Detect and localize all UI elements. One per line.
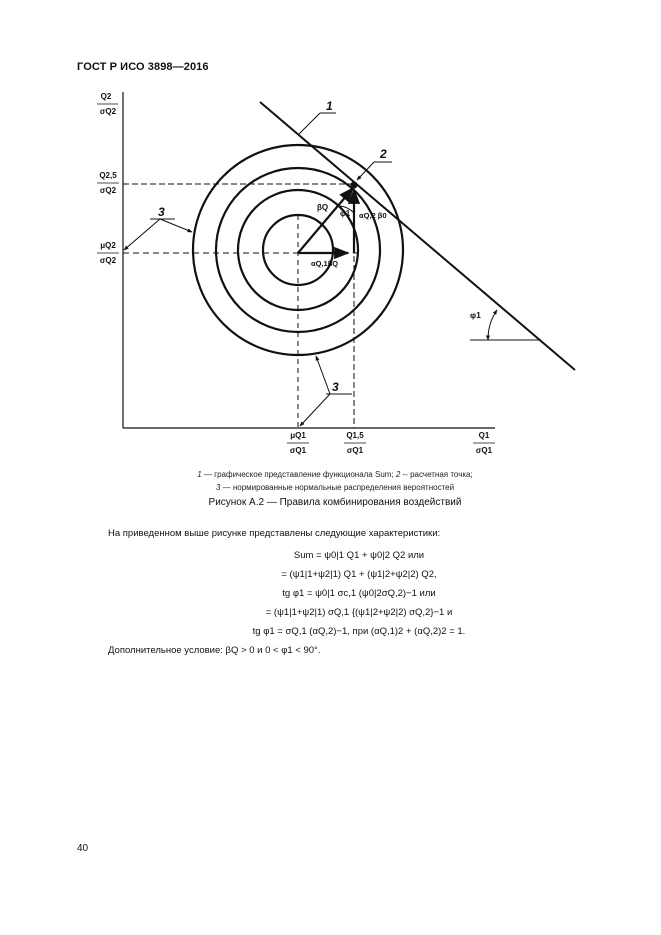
label-alpha-q1: αQ,1βQ	[311, 259, 339, 268]
svg-text:μQ2: μQ2	[100, 241, 116, 250]
legend-number-3: 3	[215, 483, 221, 492]
callout-3a-number: 3	[158, 205, 165, 219]
design-point	[351, 182, 358, 189]
x-axis-label-q15	[344, 431, 366, 455]
formula-line-1: Sum = ψ0|1 Q1 + ψ0|2 Q2 или	[293, 550, 425, 561]
callout-1-leader	[299, 113, 320, 134]
page-number: 40	[77, 843, 89, 854]
x-axis-label-end	[473, 431, 495, 455]
label-phi1-outer: φ1	[470, 310, 481, 320]
legend-text-1: — графическое представление функционала Sum;	[201, 470, 396, 479]
svg-text:σQ1: σQ1	[289, 446, 307, 455]
formula-block	[200, 546, 518, 641]
formula-line-2: = (ψ1|1+ψ2|1) Q1 + (ψ1|2+ψ2|2) Q2,	[281, 569, 437, 580]
legend-number-2: 2	[395, 470, 401, 479]
legend-number-1: 1	[197, 470, 202, 479]
legend-line-2	[80, 481, 590, 495]
y-axis-label-top	[97, 92, 118, 116]
callout-3b-leader-up	[316, 356, 330, 394]
callout-3b-leader-down	[300, 394, 330, 426]
legend-line-1	[80, 468, 590, 482]
svg-text:μQ1: μQ1	[290, 431, 306, 440]
svg-text:σQ1: σQ1	[475, 446, 493, 455]
svg-text:Q1,5: Q1,5	[346, 431, 364, 440]
functional-line	[260, 102, 575, 370]
callout-3a-leader-left	[124, 219, 160, 250]
legend-text-2: -- расчетная точка;	[400, 470, 473, 479]
callout-2-number: 2	[380, 147, 387, 161]
svg-text:σQ1: σQ1	[346, 446, 364, 455]
callout-3a-leader-right	[160, 219, 192, 232]
y-axis-label-q25	[97, 171, 119, 195]
y-axis-label-mu	[97, 241, 119, 265]
formula-line-3: tg φ1 = ψ0|1 σc,1 (ψ0|2σQ,2)−1 или	[282, 588, 436, 599]
callout-3b-number: 3	[332, 380, 339, 394]
svg-text:σQ2: σQ2	[99, 107, 117, 116]
label-alpha-q2: αQ,2 β0	[359, 211, 387, 220]
svg-text:Q1: Q1	[478, 431, 490, 440]
svg-text:Q2: Q2	[100, 92, 112, 101]
svg-text:σQ2: σQ2	[99, 256, 117, 265]
label-beta-q: βQ	[317, 203, 329, 212]
formula-line-4: = (ψ1|1+ψ2|1) σQ,1 {(ψ1|2+ψ2|2) σQ,2}−1 и	[265, 607, 453, 618]
x-axis-label-mu	[287, 431, 309, 455]
formula-line-5: tg φ1 = σQ,1 (αQ,2)−1, при (αQ,1)2 + (αQ,2)2 = 1.	[252, 626, 466, 637]
phi1-outer-arc	[488, 310, 497, 340]
intro-paragraph: На приведенном выше рисунке представлены следующие характеристики:	[108, 528, 441, 539]
svg-text:Q2,5: Q2,5	[99, 171, 117, 180]
additional-condition: Дополнительное условие: βQ > 0 и 0 < φ1 < 90°.	[108, 645, 321, 656]
document-header: ГОСТ Р ИСО 3898—2016	[77, 61, 209, 73]
legend-text-3: — нормированные нормальные распределения вероятностей	[220, 483, 455, 492]
callout-1-number: 1	[326, 99, 333, 113]
svg-text:σQ2: σQ2	[99, 186, 117, 195]
figure-caption: Рисунок А.2 — Правила комбинирования воздействий	[208, 497, 462, 508]
label-phi1-inner: φ1	[340, 209, 351, 218]
